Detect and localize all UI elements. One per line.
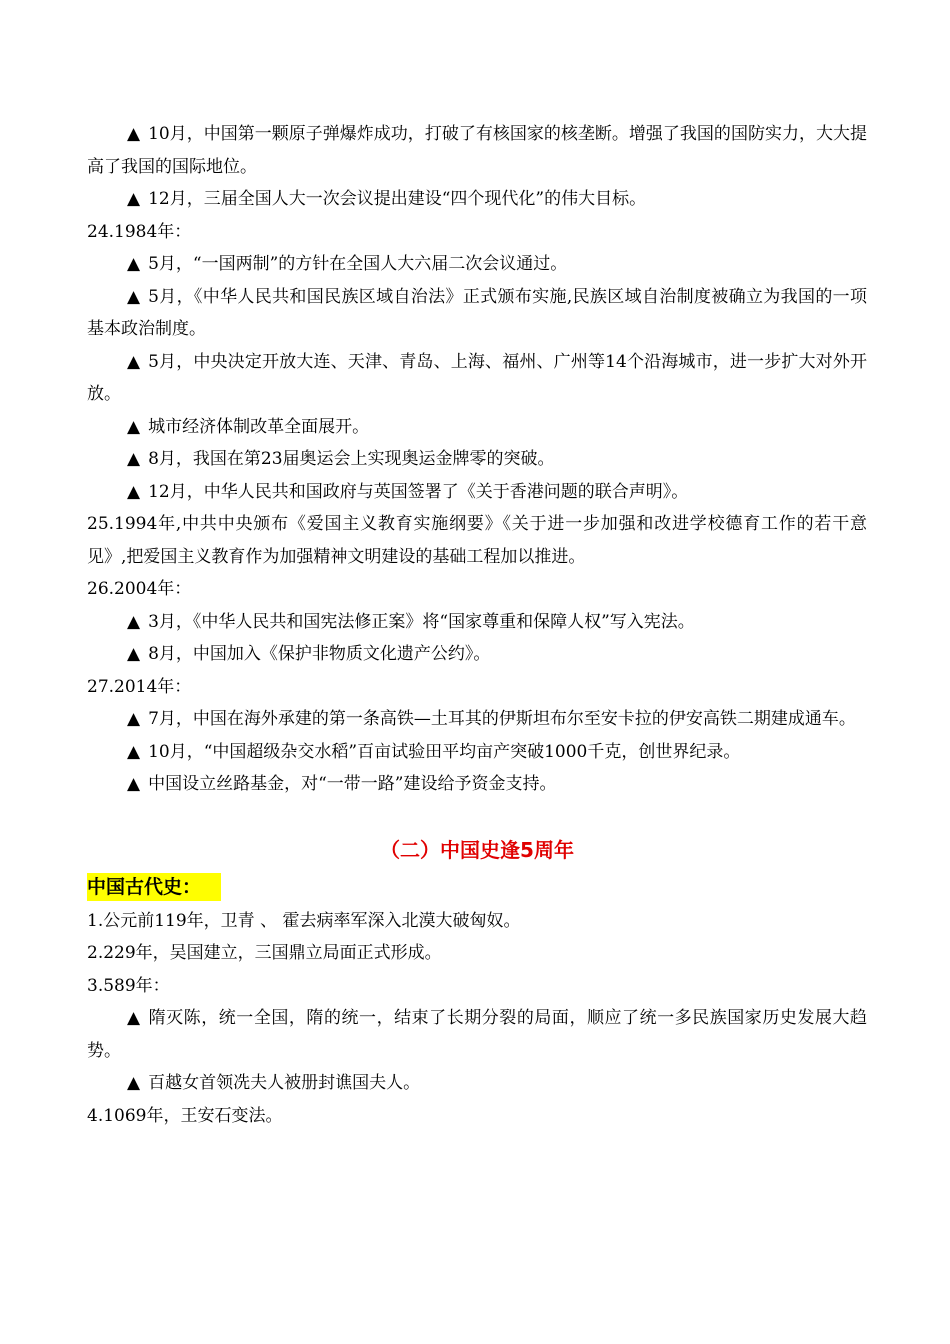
numbered-item <box>87 508 867 573</box>
ancient-history-list <box>87 905 867 1133</box>
numbered-item <box>87 970 867 1003</box>
item-text: 25.1994年,中共中央颁布《爱国主义教育实施纲要》《关于进一步加强和改进学校德育工作的若干意见》,把爱国主义教育作为加强精神文明建设的基础工程加以推进。 <box>87 514 867 567</box>
bullet-item <box>87 346 867 411</box>
item-text: 4.1069年，王安石变法。 <box>87 1105 283 1126</box>
numbered-item <box>87 905 867 938</box>
bullet-item <box>87 443 867 476</box>
triangle-bullet-icon: ▲ <box>127 1073 141 1093</box>
bullet-item <box>87 411 867 444</box>
triangle-bullet-icon: ▲ <box>127 1008 141 1028</box>
item-text: 12月，三届全国人大一次会议提出建设“四个现代化”的伟大目标。 <box>148 189 647 209</box>
triangle-bullet-icon: ▲ <box>127 351 141 372</box>
item-text: 5月，《中华人民共和国民族区域自治法》正式颁布实施,民族区域自治制度被确立为我国的一项基本政治制度。 <box>87 286 867 339</box>
numbered-item <box>87 216 867 249</box>
numbered-item <box>87 937 867 970</box>
item-text: 7月，中国在海外承建的第一条高铁—土耳其的伊斯坦布尔至安卡拉的伊安高铁二期建成通车。 <box>148 709 856 729</box>
triangle-bullet-icon: ▲ <box>127 741 141 762</box>
item-text: 12月，中华人民共和国政府与英国签署了《关于香港问题的联合声明》。 <box>148 481 689 502</box>
item-text: 10月，“中国超级杂交水稻”百亩试验田平均亩产突破1000千克，创世界纪录。 <box>148 741 741 762</box>
item-text: 3.589年： <box>87 975 170 996</box>
item-text: 27.2014年： <box>87 676 192 697</box>
item-text: 24.1984年： <box>87 221 192 242</box>
item-text: 10月，中国第一颗原子弹爆炸成功，打破了有核国家的核垄断。增强了我国的国防实力，大大提高了我国的国际地位。 <box>87 124 867 177</box>
triangle-bullet-icon: ▲ <box>127 286 141 307</box>
triangle-bullet-icon: ▲ <box>127 124 141 144</box>
subheading-highlighted: 中国古代史： <box>87 873 221 901</box>
bullet-item <box>87 183 867 216</box>
triangle-bullet-icon: ▲ <box>127 481 141 502</box>
bullet-item <box>87 736 867 769</box>
subheading-container <box>87 873 867 903</box>
events-section-list <box>87 118 867 801</box>
triangle-bullet-icon: ▲ <box>127 416 141 437</box>
numbered-item <box>87 671 867 704</box>
item-text: 百越女首领冼夫人被册封谯国夫人。 <box>148 1073 421 1093</box>
item-text: 8月，中国加入《保护非物质文化遗产公约》。 <box>148 644 491 664</box>
item-text: 26.2004年： <box>87 579 192 599</box>
bullet-item <box>87 606 867 639</box>
item-text: 隋灭陈，统一全国，隋的统一，结束了长期分裂的局面，顺应了统一多民族国家历史发展大趋势。 <box>87 1008 867 1061</box>
bullet-item <box>87 638 867 671</box>
triangle-bullet-icon: ▲ <box>127 644 141 664</box>
item-text: 1.公元前119年，卫青 、 霍去病率军深入北漠大破匈奴。 <box>87 910 521 931</box>
triangle-bullet-icon: ▲ <box>127 611 141 632</box>
bullet-item <box>87 768 867 801</box>
item-text: 8月，我国在第23届奥运会上实现奥运金牌零的突破。 <box>148 449 555 469</box>
bullet-item <box>87 703 867 736</box>
numbered-item <box>87 573 867 606</box>
triangle-bullet-icon: ▲ <box>127 449 141 469</box>
triangle-bullet-icon: ▲ <box>127 709 141 729</box>
bullet-item <box>87 281 867 346</box>
triangle-bullet-icon: ▲ <box>127 774 141 794</box>
item-text: 5月，“一国两制”的方针在全国人大六届二次会议通过。 <box>148 254 568 274</box>
item-text: 5月，中央决定开放大连、天津、青岛、上海、福州、广州等14个沿海城市，进一步扩大对外开放。 <box>87 351 867 404</box>
triangle-bullet-icon: ▲ <box>127 189 141 209</box>
numbered-item <box>87 1100 867 1133</box>
bullet-item <box>87 1067 867 1100</box>
item-text: 中国设立丝路基金，对“一带一路”建设给予资金支持。 <box>148 774 557 794</box>
bullet-item <box>87 1002 867 1067</box>
item-text: 3月，《中华人民共和国宪法修正案》将“国家尊重和保障人权”写入宪法。 <box>148 611 695 632</box>
item-text: 城市经济体制改革全面展开。 <box>148 416 370 437</box>
bullet-item <box>87 118 867 183</box>
section-heading: （二）中国史逢5周年 <box>380 837 574 862</box>
bullet-item <box>87 248 867 281</box>
item-text: 2.229年，吴国建立，三国鼎立局面正式形成。 <box>87 943 442 963</box>
triangle-bullet-icon: ▲ <box>127 254 141 274</box>
bullet-item <box>87 476 867 509</box>
document-page <box>87 118 867 1132</box>
